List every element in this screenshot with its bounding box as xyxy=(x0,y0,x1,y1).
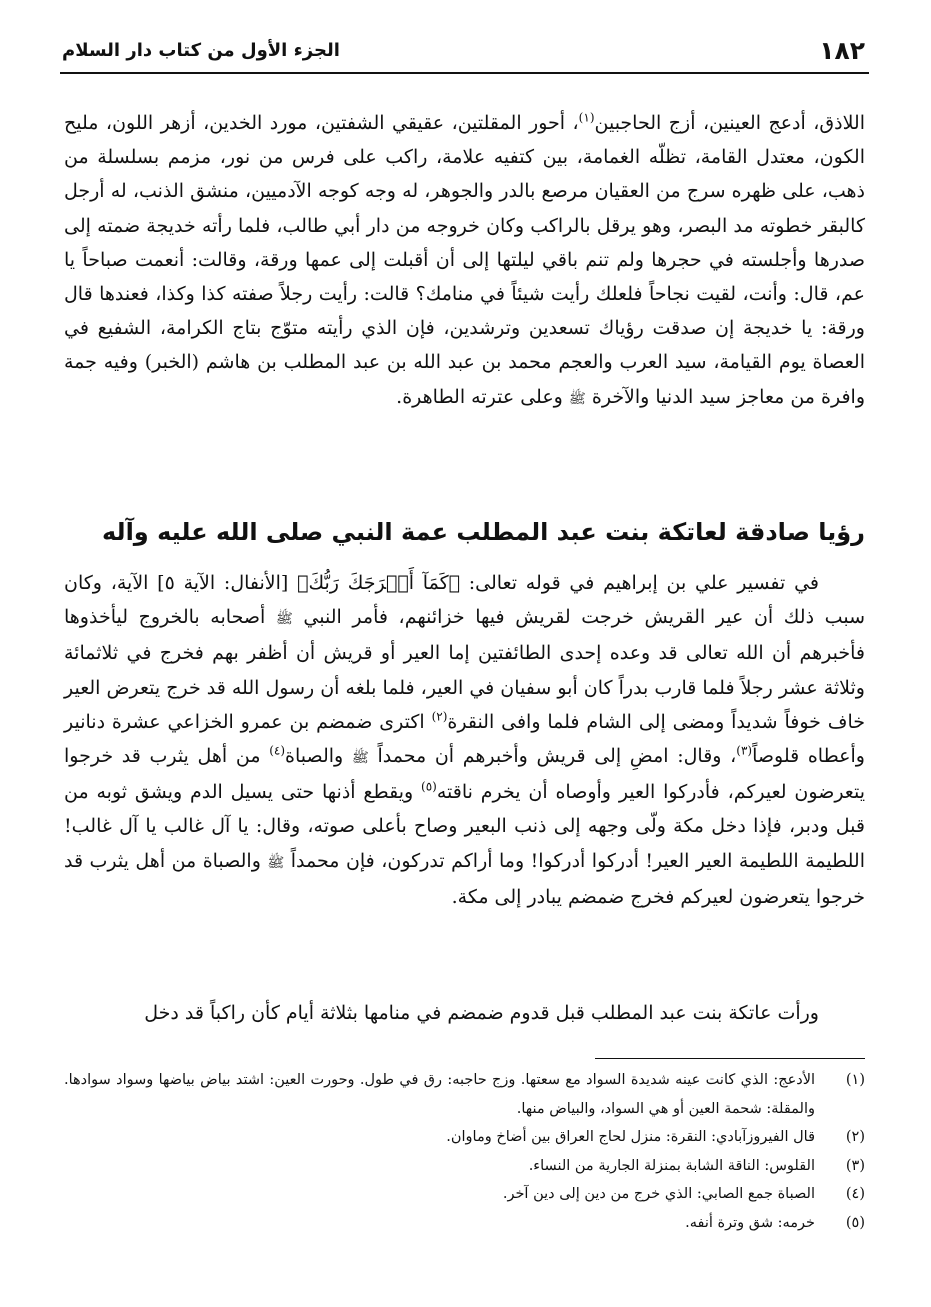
p2-segment-8: والصباة من أهل يثرب قد خرجوا يتعرضون لعيركم فخرج ضمضم يبادر إلى مكة. xyxy=(64,849,865,908)
footnote-ref-1[interactable]: (١) xyxy=(578,110,595,125)
p2-segment-6: من أهل يثرب قد خرجوا يتعرضون لعيركم، فأدركوا العير وأوصاه أن يخرم ناقته xyxy=(64,745,865,804)
p2-segment-2: أصحابه بالخروج ليأخذوها فأخبرهم أن الله تعالى قد وعده إحدى الطائفتين إما العير أو قريش أن أظفر بهم فخرج في ثلاثمائة وثلاثة عشر رجلاً فلما قارب بدراً كان أبو سفيان في العير، فلما بلغه أن رسول الله قد خرج يتعرض العير خاف خوفاً شديداً ومضى إلى الشام فلما وافى النقرة xyxy=(64,606,866,733)
footnote-text: قال الفيروزآبادي: النقرة: منزل لحاج العراق بين أضاخ وماوان. xyxy=(446,1129,815,1145)
footnote-number: (٢) xyxy=(845,1129,865,1145)
footnote-ref-5[interactable]: (٥) xyxy=(421,779,437,794)
footnote-text: القلوس: الناقة الشابة بمنزلة الجارية من النساء. xyxy=(528,1157,815,1174)
footnote-number: (٥) xyxy=(845,1214,865,1231)
footnotes xyxy=(64,1066,865,1237)
footnote-ref-2[interactable]: (٢) xyxy=(431,709,448,724)
footnote-item xyxy=(64,1152,865,1181)
footnote-item xyxy=(64,1209,865,1238)
page-number: ١٨٢ xyxy=(819,35,865,65)
p2-segment-3: اكترى ضمضم بن عمرو الخزاعي عشرة دنانير وأعطاه قلوصاً xyxy=(64,710,865,768)
p1-segment-3: وعلى عترته الطاهرة. xyxy=(396,385,569,408)
footnote-number: (٤) xyxy=(845,1186,865,1202)
paragraph-2 xyxy=(64,566,865,914)
p2-segment-7: ويقطع أذنها حتى يسيل الدم ويشق ثوبه من قبل ودبر، فإذا دخل مكة ولّى وجهه إلى ذنب البعير وصاح بأعلى صوته، وقال: يا آل غالب يا آل غالب! اللطيمة اللطيمة العير العير! أدركوا أدركوا! وما أراكم تدركون، فإن محمداً xyxy=(64,781,865,872)
footnote-item xyxy=(64,1180,865,1209)
section-heading: رؤيا صادقة لعاتكة بنت عبد المطلب عمة النبي صلى الله عليه وآله xyxy=(102,518,865,546)
p2-segment-4: ، وقال: امضِ إلى قريش وأخبرهم أن محمداً xyxy=(377,745,737,768)
footnote-number: (٣) xyxy=(845,1157,865,1174)
salutation-symbol: ﷺ xyxy=(351,750,369,767)
footnote-divider xyxy=(595,1058,865,1059)
salutation-symbol: ﷺ xyxy=(267,854,285,871)
footnote-text: خرمه: شق وترة أنفه. xyxy=(685,1214,815,1231)
footnote-item xyxy=(64,1123,865,1152)
header-divider xyxy=(60,72,869,74)
salutation-symbol: ﷺ xyxy=(275,611,293,628)
salutation-symbol: ﷺ xyxy=(568,390,586,407)
p2-segment-1: في تفسير علي بن إبراهيم في قوله تعالى: ﴿كَمَآ أَخۡرَجَكَ رَبُّكَ﴾ [الأنفال: الآية ٥] الآية، وكان سبب ذلك أن عير القريش خرجت لقريش فيها خزائنهم، فأمر النبي xyxy=(64,572,865,629)
paragraph-1-text xyxy=(64,106,865,416)
footnote-ref-4[interactable]: (٤) xyxy=(269,743,286,758)
footnote-ref-3[interactable]: (٣) xyxy=(736,743,753,758)
paragraph-2-text xyxy=(64,566,865,914)
footnote-number: (١) xyxy=(845,1072,865,1088)
paragraph-1 xyxy=(64,106,865,416)
running-header xyxy=(62,30,865,70)
paragraph-3 xyxy=(64,996,865,1030)
footnote-text: الصباة جمع الصابي: الذي خرج من دين إلى دين آخر. xyxy=(502,1186,815,1202)
footnote-item xyxy=(64,1066,865,1123)
p1-segment-2: ، أحور المقلتين، عقيقي الشفتين، مورد الخدين، أزهر اللون، مليح الكون، معتدل القامة، تظلّه الغمامة، بين كتفيه علامة، راكب على فرس من نور، مزمم بسلسلة من ذهب، على ظهره سرج من العقيان مرصع بالدر والجوهر، له وجه كوجه الآدميين، منشق الذنب، له أرجل كالبقر خطوته مد البصر، وهو يرقل بالراكب وكان خروجه من دار أبي طالب، فلما رأته خديجة ضمته إلى صدرها وأجلسته في حجرها ولم تنم باقي ليلتها إلى أن أقبلت إلى عمها ورقة، وقالت: أنعمت صباحاً يا عم، قال: وأنت، لقيت نجاحاً فلعلك رأيت شيئاً في منامك؟ قالت: رأيت رجلاً صفته كذا وكذا، فعندها قال ورقة: يا خديجة إن صدقت رؤياك تسعدين وترشدين، فإن الذي رأيته متوّج بتاج الكرامة، الشفيع في العصاة يوم القيامة، سيد العرب والعجم محمد بن عبد الله بن عبد المطلب بن هاشم (الخبر) وفيه جمة وافرة من معاجز سيد الدنيا والآخرة xyxy=(64,112,865,408)
p2-segment-5: والصباة xyxy=(285,745,352,768)
p1-segment-1: اللاذق، أدعج العينين، أزج الحاجبين xyxy=(594,112,865,134)
book-title: الجزء الأول من كتاب دار السلام xyxy=(62,39,340,61)
paragraph-3-text: ورأت عاتكة بنت عبد المطلب قبل قدوم ضمضم في منامها بثلاثة أيام كأن راكباً قد دخل xyxy=(144,1002,819,1024)
footnote-text: الأدعج: الذي كانت عينه شديدة السواد مع سعتها. وزج حاجبه: رق في طول. وحورت العين: اشتد بياض بياضها وسواد سوادها. والمقلة: شحمة العين أو هي السواد، والبياض منها. xyxy=(64,1072,815,1117)
